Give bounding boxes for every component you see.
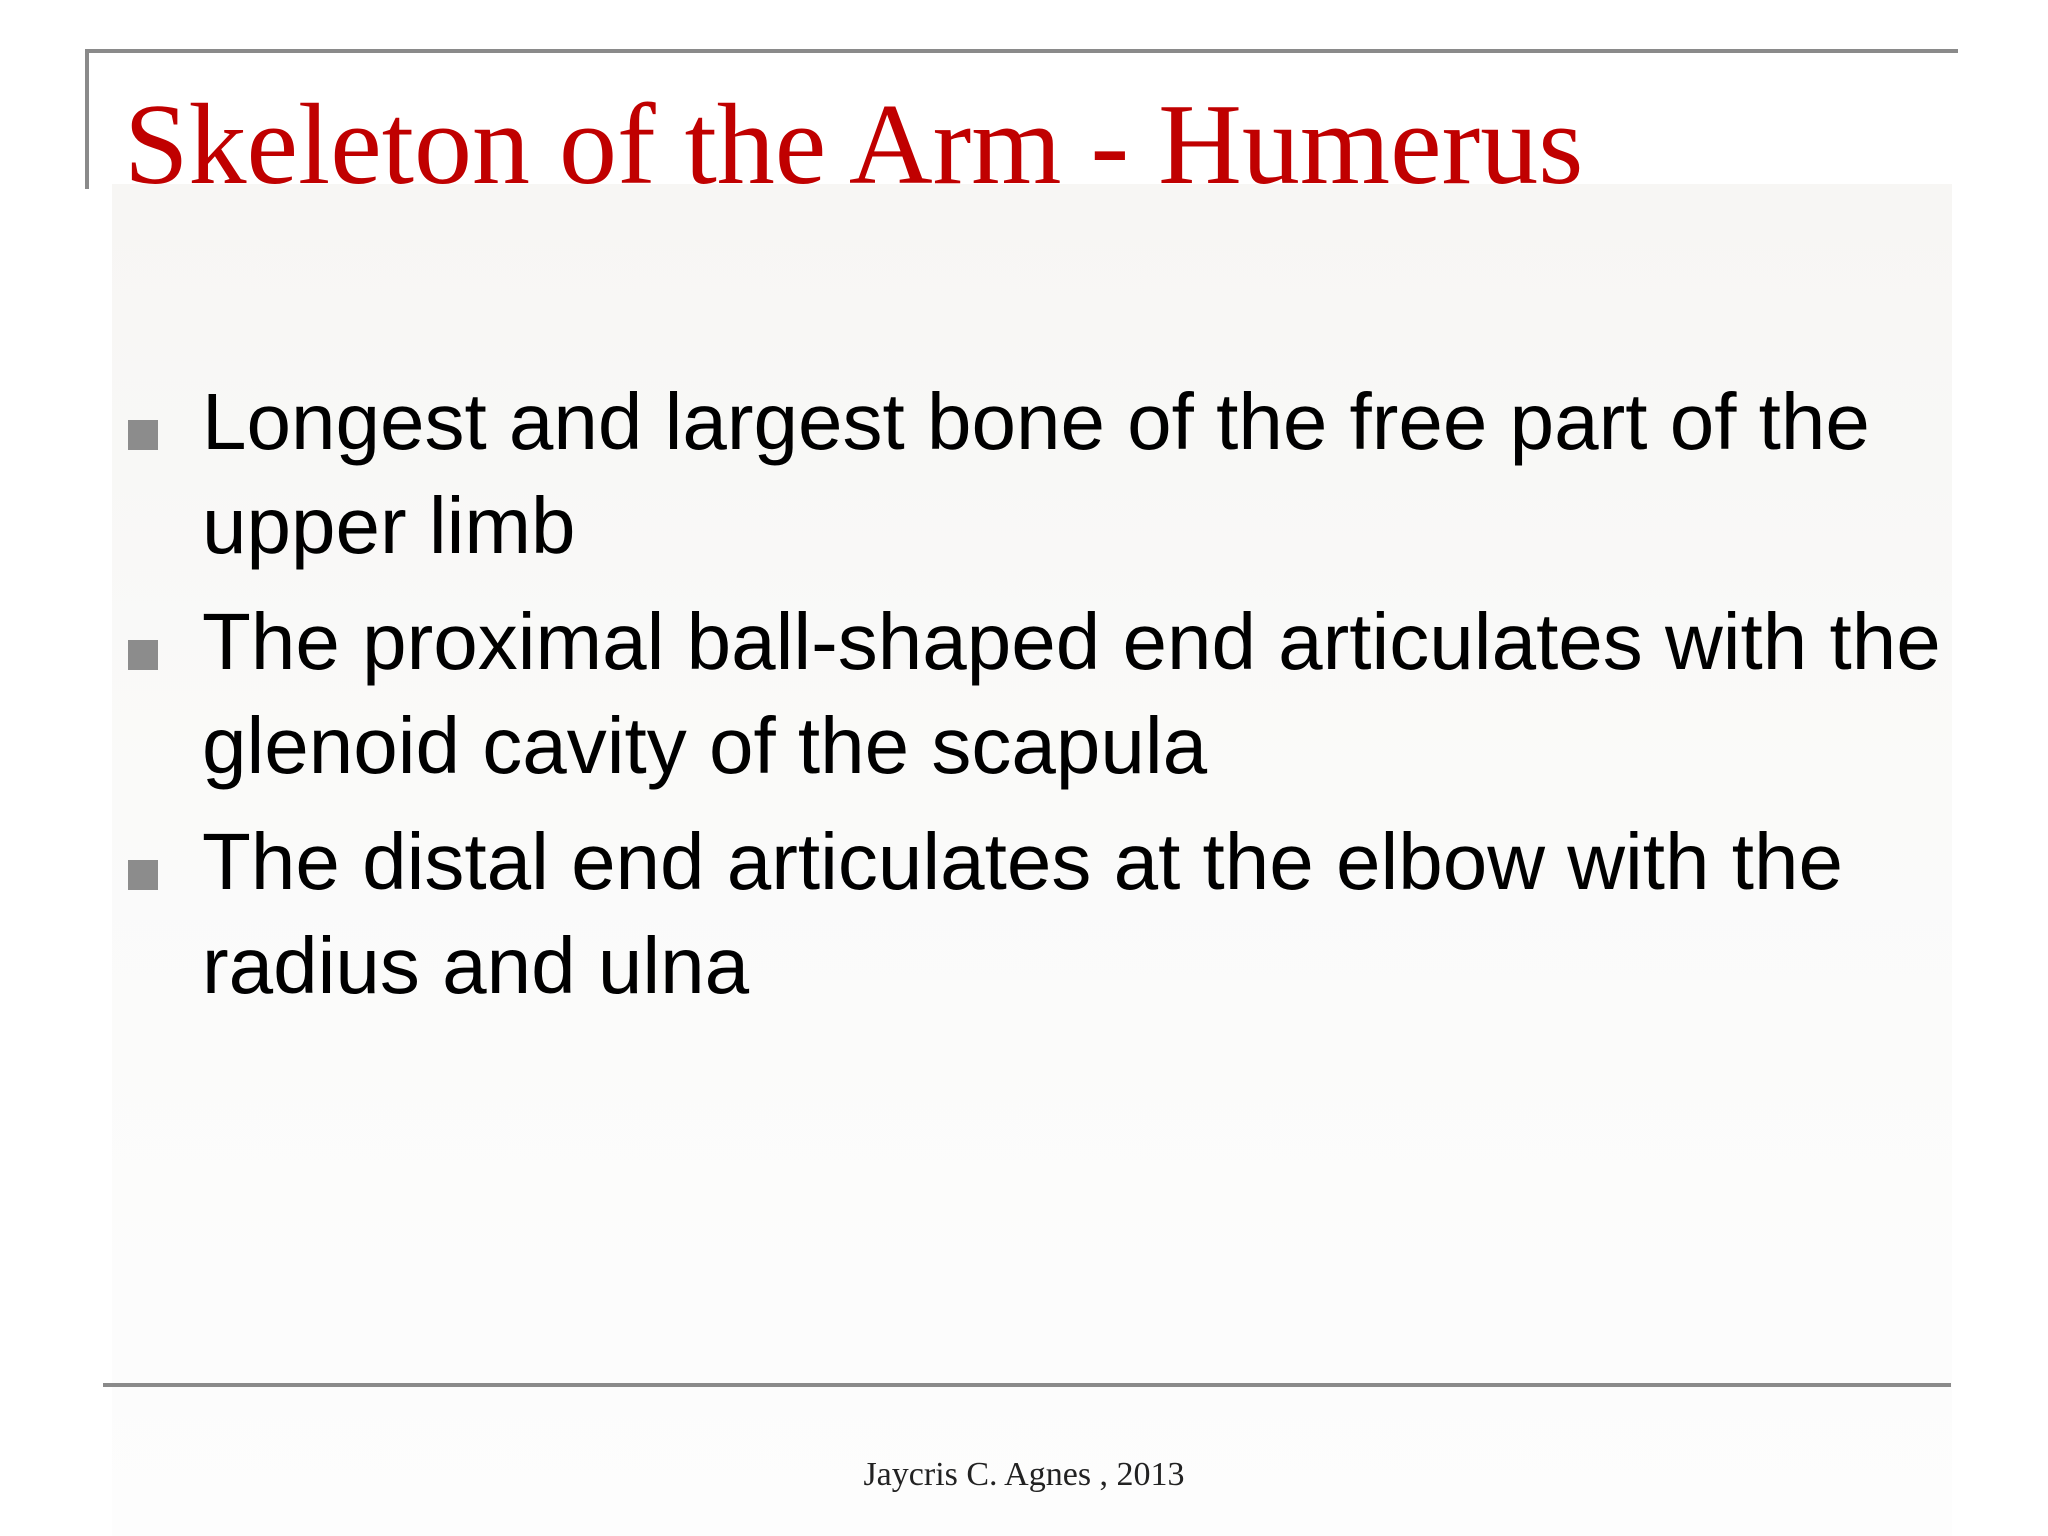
square-bullet-icon — [128, 640, 158, 670]
left-frame-rule — [85, 49, 89, 189]
footer-rule — [103, 1383, 1951, 1387]
top-frame-rule — [86, 49, 1958, 53]
bullet-text: Longest and largest bone of the free part of the upper limb — [202, 377, 1870, 570]
bullet-item — [128, 810, 1948, 1018]
bullet-item — [128, 370, 1948, 578]
footer-credit: Jaycris C. Agnes , 2013 — [863, 1456, 1185, 1493]
bullet-text: The distal end articulates at the elbow with the radius and ulna — [202, 817, 1843, 1010]
bullet-item — [128, 590, 1948, 798]
bullet-list — [128, 370, 1948, 1030]
slide-title: Skeleton of the Arm - Humerus — [124, 81, 1584, 209]
square-bullet-icon — [128, 860, 158, 890]
square-bullet-icon — [128, 420, 158, 450]
bullet-text: The proximal ball-shaped end articulates with the glenoid cavity of the scapula — [202, 597, 1941, 790]
